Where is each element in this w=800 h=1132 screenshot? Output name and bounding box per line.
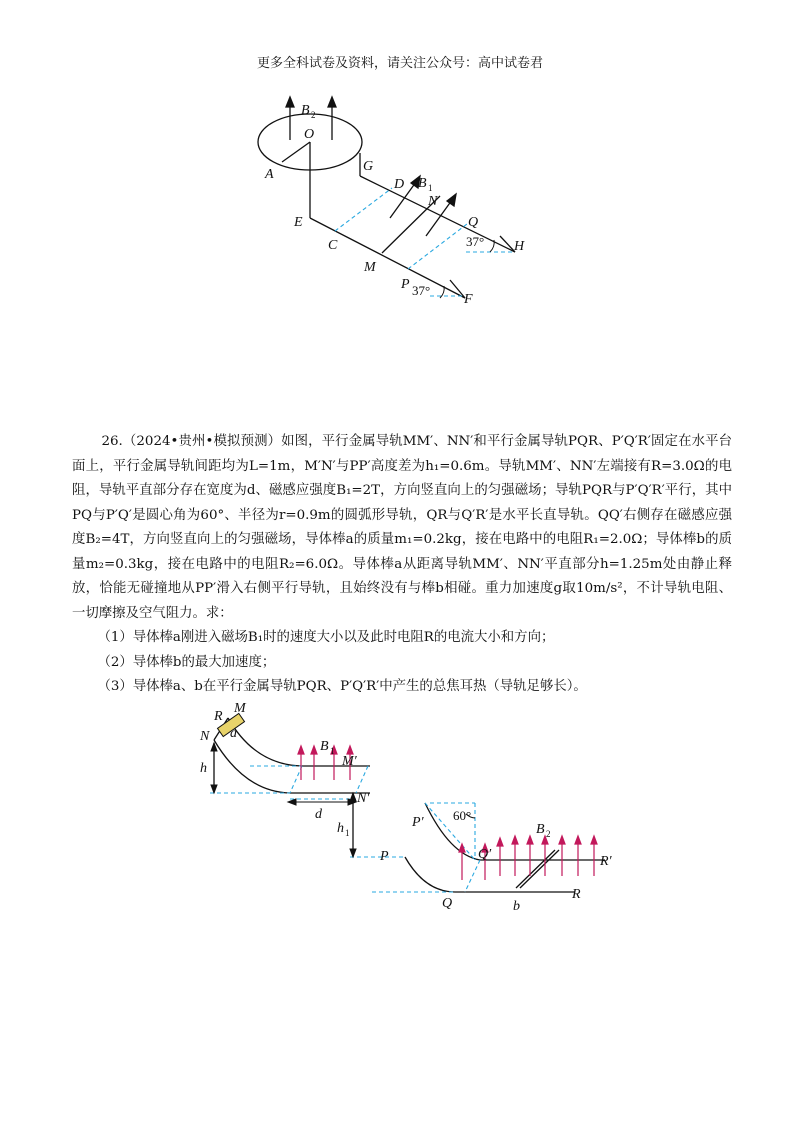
label-B2-sub: 2: [546, 829, 551, 839]
label-B1: B: [418, 176, 427, 191]
angle-label-lower: 37°: [412, 283, 431, 298]
question-26: [72, 430, 732, 700]
label-B1: B: [320, 739, 329, 754]
sub-question-2: （2）导体棒b的最大加速度；: [97, 654, 276, 670]
label-C: C: [328, 238, 338, 253]
label-b: b: [513, 899, 520, 914]
question-body: 如图，平行金属导轨MM′、NN′和平行金属导轨PQR、P′Q′R′固定在水平台面上，平行金属导轨间距均为L=1m，M′N′与PP′高度差为h₁=0.6m。导轨MM′、NN′左端接有R=3.0Ω的电阻，导轨平直部分存在宽度为d、磁感应强度B₁=2T，方向竖直向上的匀强磁场；导轨PQR与P′Q′R′平行，其中PQ与P′Q′是圆心角为60°、半径为r=0.9m的圆弧形导轨，QR与Q′R′是水平长直导轨。QQ′右侧存在磁感应强度B₂=4T，方向竖直向上的匀强磁场，导体棒a的质量m₁=0.2kg，接在电路中的电阻R₁=2.0Ω；导体棒b的质量m₂=0.3kg，接在电路中的电阻R₂=6.0Ω。导体棒a从距离导轨MM′、NN′平直部分h=1.25m处由静止释放，恰能无碰撞地从PP′滑入右侧平行导轨，且始终没有与棒b相碰。重力加速度g取10m/s²，不计导轨电阻、一切摩擦及空气阻力。求：: [72, 434, 733, 621]
label-A: A: [265, 167, 274, 182]
label-B2: B: [536, 822, 545, 837]
label-P: P: [401, 277, 410, 292]
label-O: O: [304, 127, 315, 142]
label-Q: Q: [442, 896, 453, 911]
label-h: h: [200, 761, 207, 776]
sub-question-1: （1）导体棒a刚进入磁场B₁时的速度大小以及此时电阻R的电流大小和方向；: [97, 630, 555, 645]
label-Q-prime: Q′: [478, 847, 492, 862]
label-angle-60: 60°: [453, 808, 472, 823]
label-N: N: [428, 194, 438, 209]
label-R-rail: R: [572, 887, 581, 902]
sub-question-3: （3）导体棒a、b在平行金属导轨PQR、P′Q′R′中产生的总焦耳热（导轨足够长）。: [97, 679, 587, 694]
page-header: 更多全科试卷及资料，请关注公众号：高中试卷君: [256, 56, 543, 71]
label-a: a: [230, 726, 237, 741]
label-d: d: [315, 807, 322, 822]
label-R-resistor: R: [214, 709, 223, 724]
label-M: M: [234, 701, 246, 716]
label-N-prime: N′: [357, 791, 370, 806]
label-N: N: [200, 729, 210, 744]
label-h1: h: [337, 821, 344, 836]
label-Q: Q: [468, 215, 479, 230]
label-B2: B: [301, 103, 310, 118]
question-source: （2024•贵州•模拟预测）: [122, 434, 282, 449]
label-H: H: [514, 239, 525, 254]
label-F: F: [464, 292, 473, 307]
label-P: P: [380, 849, 389, 864]
label-E: E: [294, 215, 303, 230]
label-D: D: [394, 177, 405, 192]
label-B2-sub: 2: [311, 110, 316, 120]
angle-label-upper: 37°: [466, 234, 485, 249]
question-number: 26.: [101, 434, 123, 449]
label-B1-sub: 1: [428, 183, 433, 193]
label-B1-sub: 1: [330, 746, 335, 756]
figure-rail-disc-diagram: [230, 90, 530, 315]
label-R-prime: R′: [600, 854, 612, 869]
label-P-prime: P′: [412, 815, 424, 830]
label-h1-sub: 1: [345, 828, 350, 838]
label-M: M: [364, 260, 376, 275]
figure-two-rail-systems: [190, 700, 630, 915]
label-G: G: [363, 159, 374, 174]
label-M-prime: M′: [342, 754, 357, 769]
